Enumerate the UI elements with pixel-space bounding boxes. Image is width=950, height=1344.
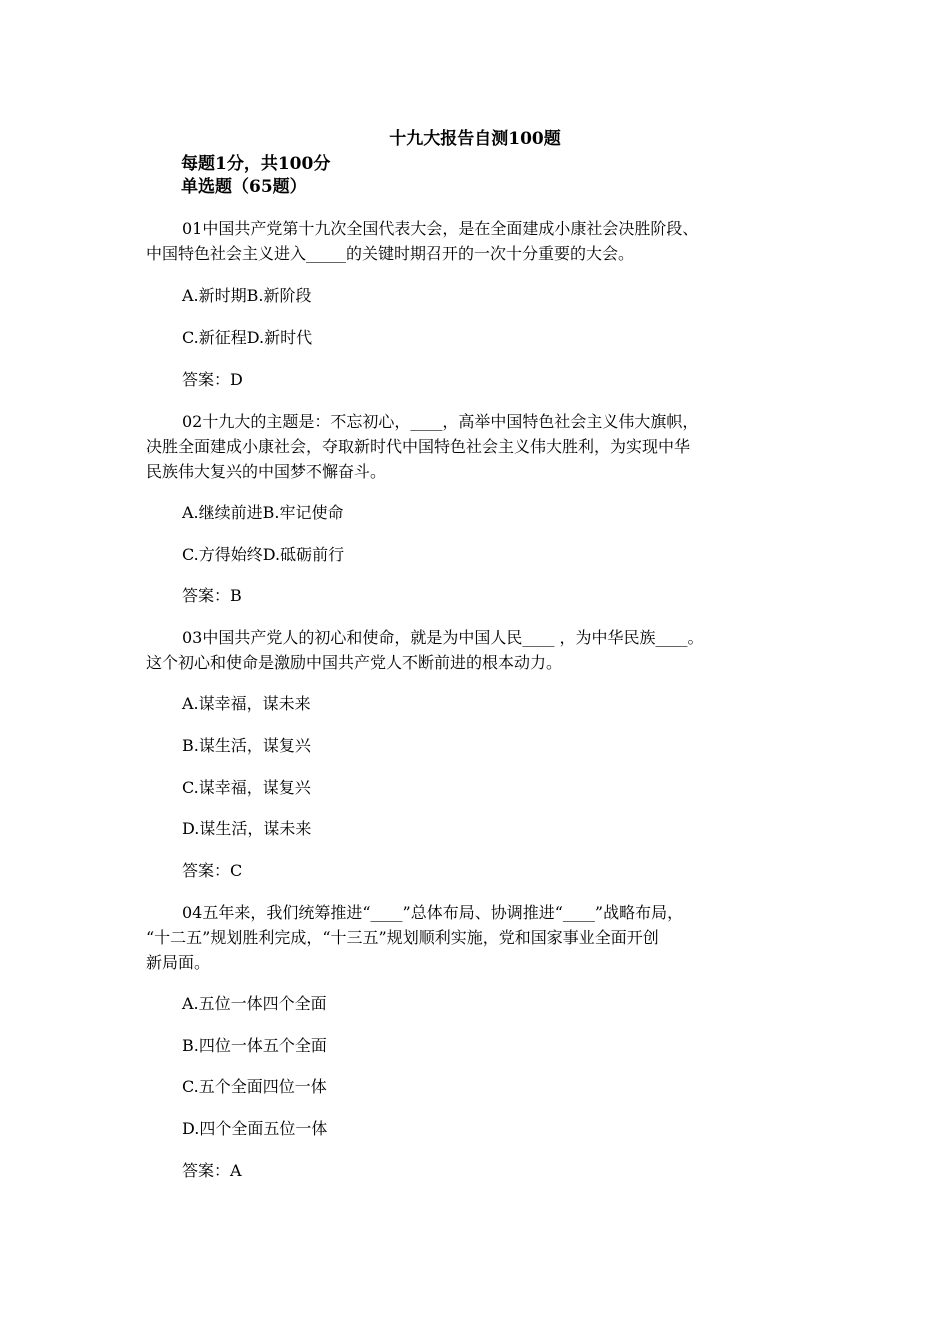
question-stem-line: 中国特色社会主义进入_____的关键时期召开的一次十分重要的大会。 [146, 244, 635, 263]
scoring-note: 每题1分，共100分 [181, 154, 331, 174]
option-line: C.五个全面四位一体 [182, 1077, 327, 1096]
option-line: A.新时期B.新阶段 [182, 286, 312, 305]
answer-line: 答案：A [182, 1161, 242, 1180]
option-line: D.四个全面五位一体 [182, 1119, 328, 1138]
question-stem-line: 04五年来，我们统筹推进“____”总体布局、协调推进“____”战略布局， [182, 903, 684, 922]
option-line: C.新征程D.新时代 [182, 328, 313, 347]
option-line: C.谋幸福，谋复兴 [182, 778, 311, 797]
question-stem-line: 决胜全面建成小康社会，夺取新时代中国特色社会主义伟大胜利，为实现中华 [146, 437, 691, 456]
option-line: A.五位一体四个全面 [182, 994, 327, 1013]
option-line: A.继续前进B.牢记使命 [182, 503, 344, 522]
option-line: D.谋生活，谋未来 [182, 819, 312, 838]
question-stem-line: 03中国共产党人的初心和使命，就是为中国人民____ ，为中华民族____。 [182, 628, 704, 647]
question-stem-line: 02十九大的主题是：不忘初心，____，高举中国特色社会主义伟大旗帜， [182, 412, 699, 431]
section-heading: 单选题（65题） [181, 177, 307, 197]
answer-line: 答案：D [182, 370, 243, 389]
option-line: B.谋生活，谋复兴 [182, 736, 311, 755]
option-line: B.四位一体五个全面 [182, 1036, 327, 1055]
question-stem-line: 民族伟大复兴的中国梦不懈奋斗。 [146, 462, 387, 481]
question-stem-line: “十二五”规划胜利完成，“十三五”规划顺利实施，党和国家事业全面开创 [146, 928, 659, 947]
answer-line: 答案：B [182, 586, 242, 605]
question-stem-line: 新局面。 [146, 953, 211, 972]
option-line: A.谋幸福，谋未来 [182, 694, 311, 713]
document-title: 十九大报告自测100题 [389, 129, 561, 149]
answer-line: 答案：C [182, 861, 243, 880]
option-line: C.方得始终D.砥砺前行 [182, 545, 345, 564]
question-stem-line: 这个初心和使命是激励中国共产党人不断前进的根本动力。 [146, 653, 563, 672]
question-stem-line: 01中国共产党第十九次全国代表大会，是在全面建成小康社会决胜阶段、 [182, 219, 699, 238]
